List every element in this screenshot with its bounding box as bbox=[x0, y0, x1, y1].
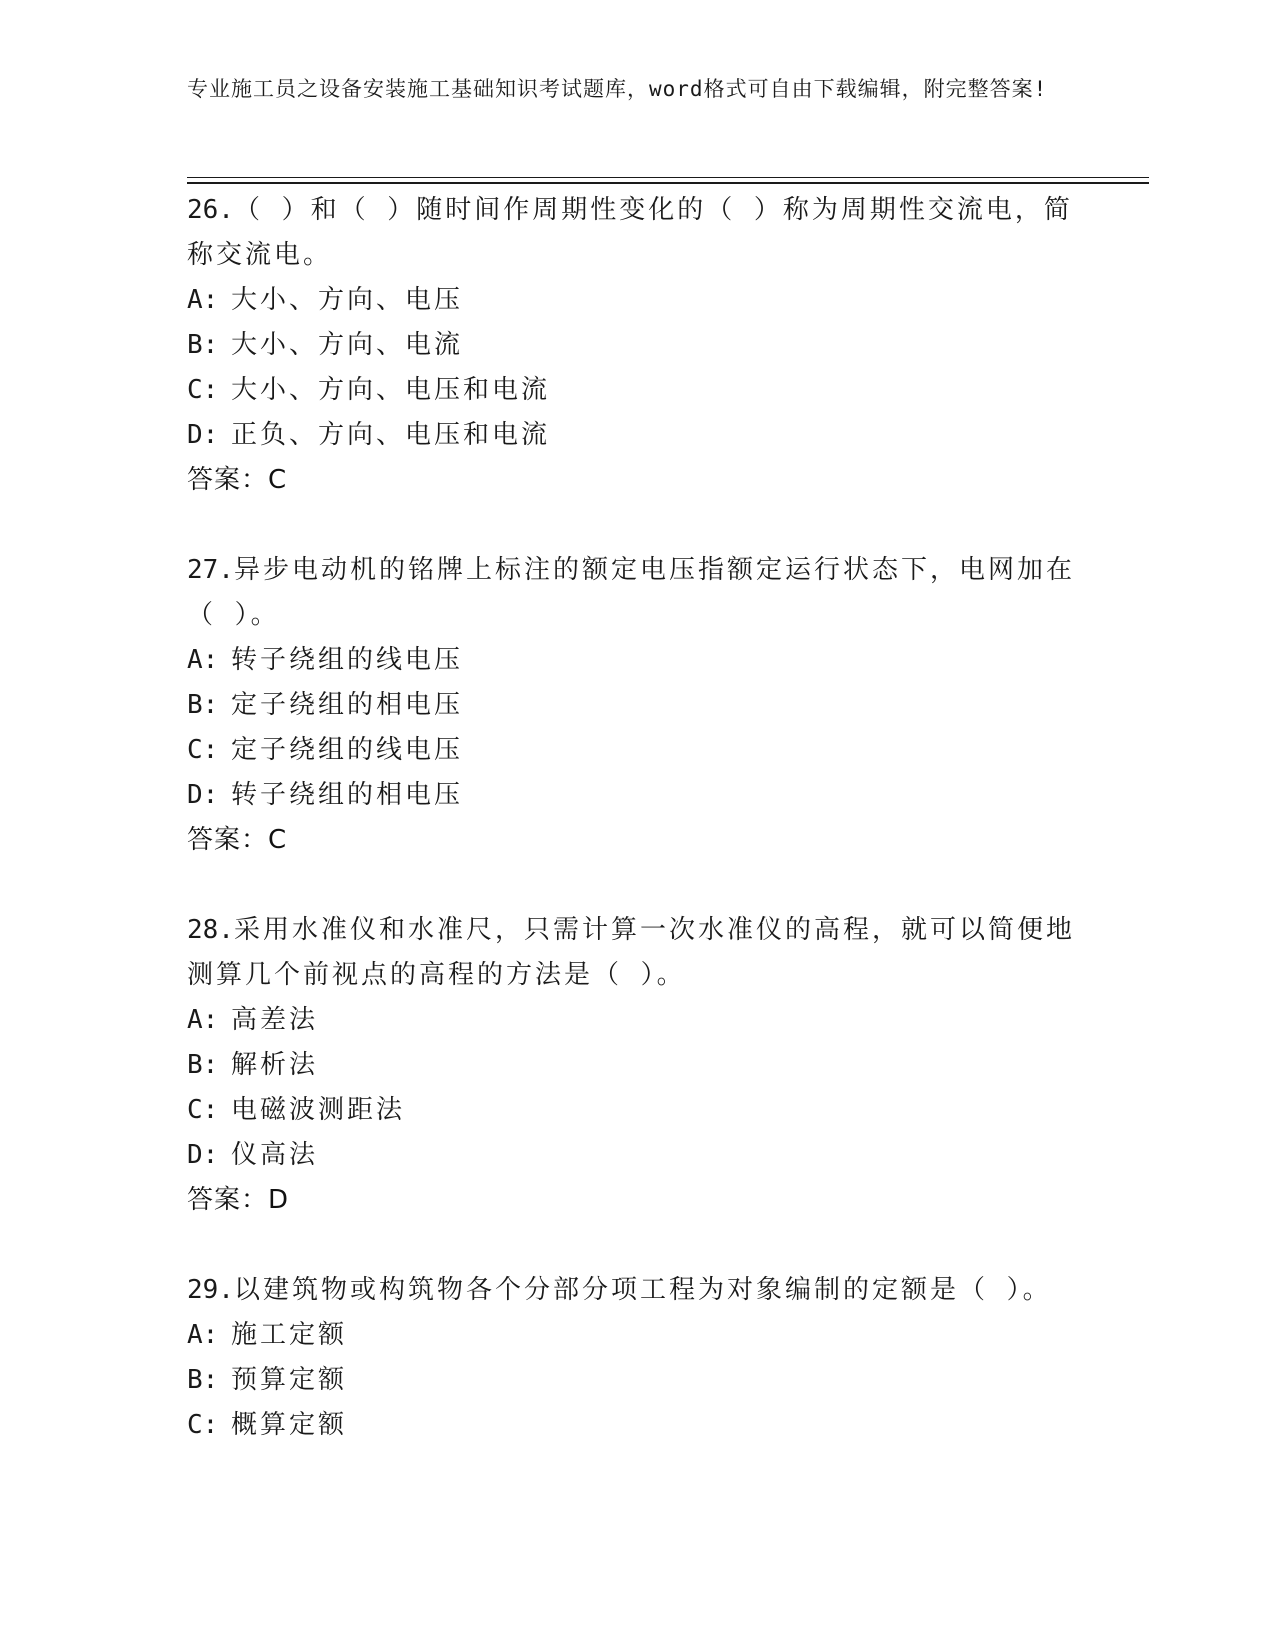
question-stem: 采用水准仪和水准尺，只需计算一次水准仪的高程，就可以简便地测算几个前视点的高程的方法是（ ）。 bbox=[187, 915, 1075, 990]
option-key: D: bbox=[187, 1140, 219, 1170]
option-c bbox=[187, 1088, 1087, 1133]
option-b bbox=[187, 1358, 1087, 1403]
option-key: B: bbox=[187, 690, 219, 720]
question-number: 29. bbox=[187, 1275, 234, 1305]
header-divider-thick bbox=[187, 182, 1149, 184]
option-text: 解析法 bbox=[231, 1050, 319, 1080]
option-key: D: bbox=[187, 780, 219, 810]
question-text bbox=[187, 548, 1087, 638]
option-key: A: bbox=[187, 1005, 219, 1035]
option-a bbox=[187, 1313, 1087, 1358]
option-text: 仪高法 bbox=[231, 1140, 319, 1170]
answer-line: 答案：D bbox=[187, 1185, 290, 1215]
option-text: 大小、方向、电压和电流 bbox=[231, 375, 551, 405]
option-c bbox=[187, 1403, 1087, 1448]
header-divider-thin bbox=[187, 177, 1149, 178]
question-text bbox=[187, 188, 1087, 278]
question-number: 26. bbox=[187, 195, 234, 225]
option-text: 定子绕组的相电压 bbox=[231, 690, 464, 720]
option-key: C: bbox=[187, 1095, 219, 1125]
question-stem: 以建筑物或构筑物各个分部分项工程为对象编制的定额是（ ）。 bbox=[233, 1275, 1052, 1305]
option-c bbox=[187, 728, 1087, 773]
option-key: C: bbox=[187, 375, 219, 405]
option-key: A: bbox=[187, 645, 219, 675]
answer-line: 答案：C bbox=[187, 465, 288, 495]
option-text: 大小、方向、电压 bbox=[231, 285, 464, 315]
question-number: 28. bbox=[187, 915, 234, 945]
question-list bbox=[187, 188, 1087, 1493]
question-text bbox=[187, 1268, 1087, 1313]
option-a bbox=[187, 998, 1087, 1043]
option-a bbox=[187, 278, 1087, 323]
option-text: 转子绕组的相电压 bbox=[231, 780, 464, 810]
option-key: B: bbox=[187, 1365, 219, 1395]
question-29 bbox=[187, 1268, 1087, 1448]
option-key: C: bbox=[187, 735, 219, 765]
option-d bbox=[187, 1133, 1087, 1178]
question-27 bbox=[187, 548, 1087, 863]
question-text bbox=[187, 908, 1087, 998]
option-text: 转子绕组的线电压 bbox=[231, 645, 464, 675]
question-26 bbox=[187, 188, 1087, 503]
option-key: A: bbox=[187, 1320, 219, 1350]
document-header: 专业施工员之设备安装施工基础知识考试题库，word格式可自由下载编辑，附完整答案! bbox=[187, 77, 1048, 101]
option-text: 高差法 bbox=[231, 1005, 319, 1035]
option-b bbox=[187, 1043, 1087, 1088]
question-28 bbox=[187, 908, 1087, 1223]
option-a bbox=[187, 638, 1087, 683]
option-key: A: bbox=[187, 285, 219, 315]
option-text: 施工定额 bbox=[231, 1320, 348, 1350]
option-key: D: bbox=[187, 420, 219, 450]
option-d bbox=[187, 413, 1087, 458]
option-key: B: bbox=[187, 330, 219, 360]
option-key: C: bbox=[187, 1410, 219, 1440]
option-text: 概算定额 bbox=[231, 1410, 348, 1440]
option-text: 预算定额 bbox=[231, 1365, 348, 1395]
question-stem: （ ）和（ ）随时间作周期性变化的（ ）称为周期性交流电，简称交流电。 bbox=[187, 195, 1073, 270]
option-key: B: bbox=[187, 1050, 219, 1080]
option-c bbox=[187, 368, 1087, 413]
answer-line: 答案：C bbox=[187, 825, 288, 855]
option-text: 电磁波测距法 bbox=[231, 1095, 406, 1125]
option-text: 大小、方向、电流 bbox=[231, 330, 464, 360]
option-text: 定子绕组的线电压 bbox=[231, 735, 464, 765]
option-text: 正负、方向、电压和电流 bbox=[231, 420, 551, 450]
option-b bbox=[187, 323, 1087, 368]
option-b bbox=[187, 683, 1087, 728]
option-d bbox=[187, 773, 1087, 818]
question-number: 27. bbox=[187, 555, 234, 585]
question-stem: 异步电动机的铭牌上标注的额定电压指额定运行状态下，电网加在（ ）。 bbox=[187, 555, 1075, 630]
